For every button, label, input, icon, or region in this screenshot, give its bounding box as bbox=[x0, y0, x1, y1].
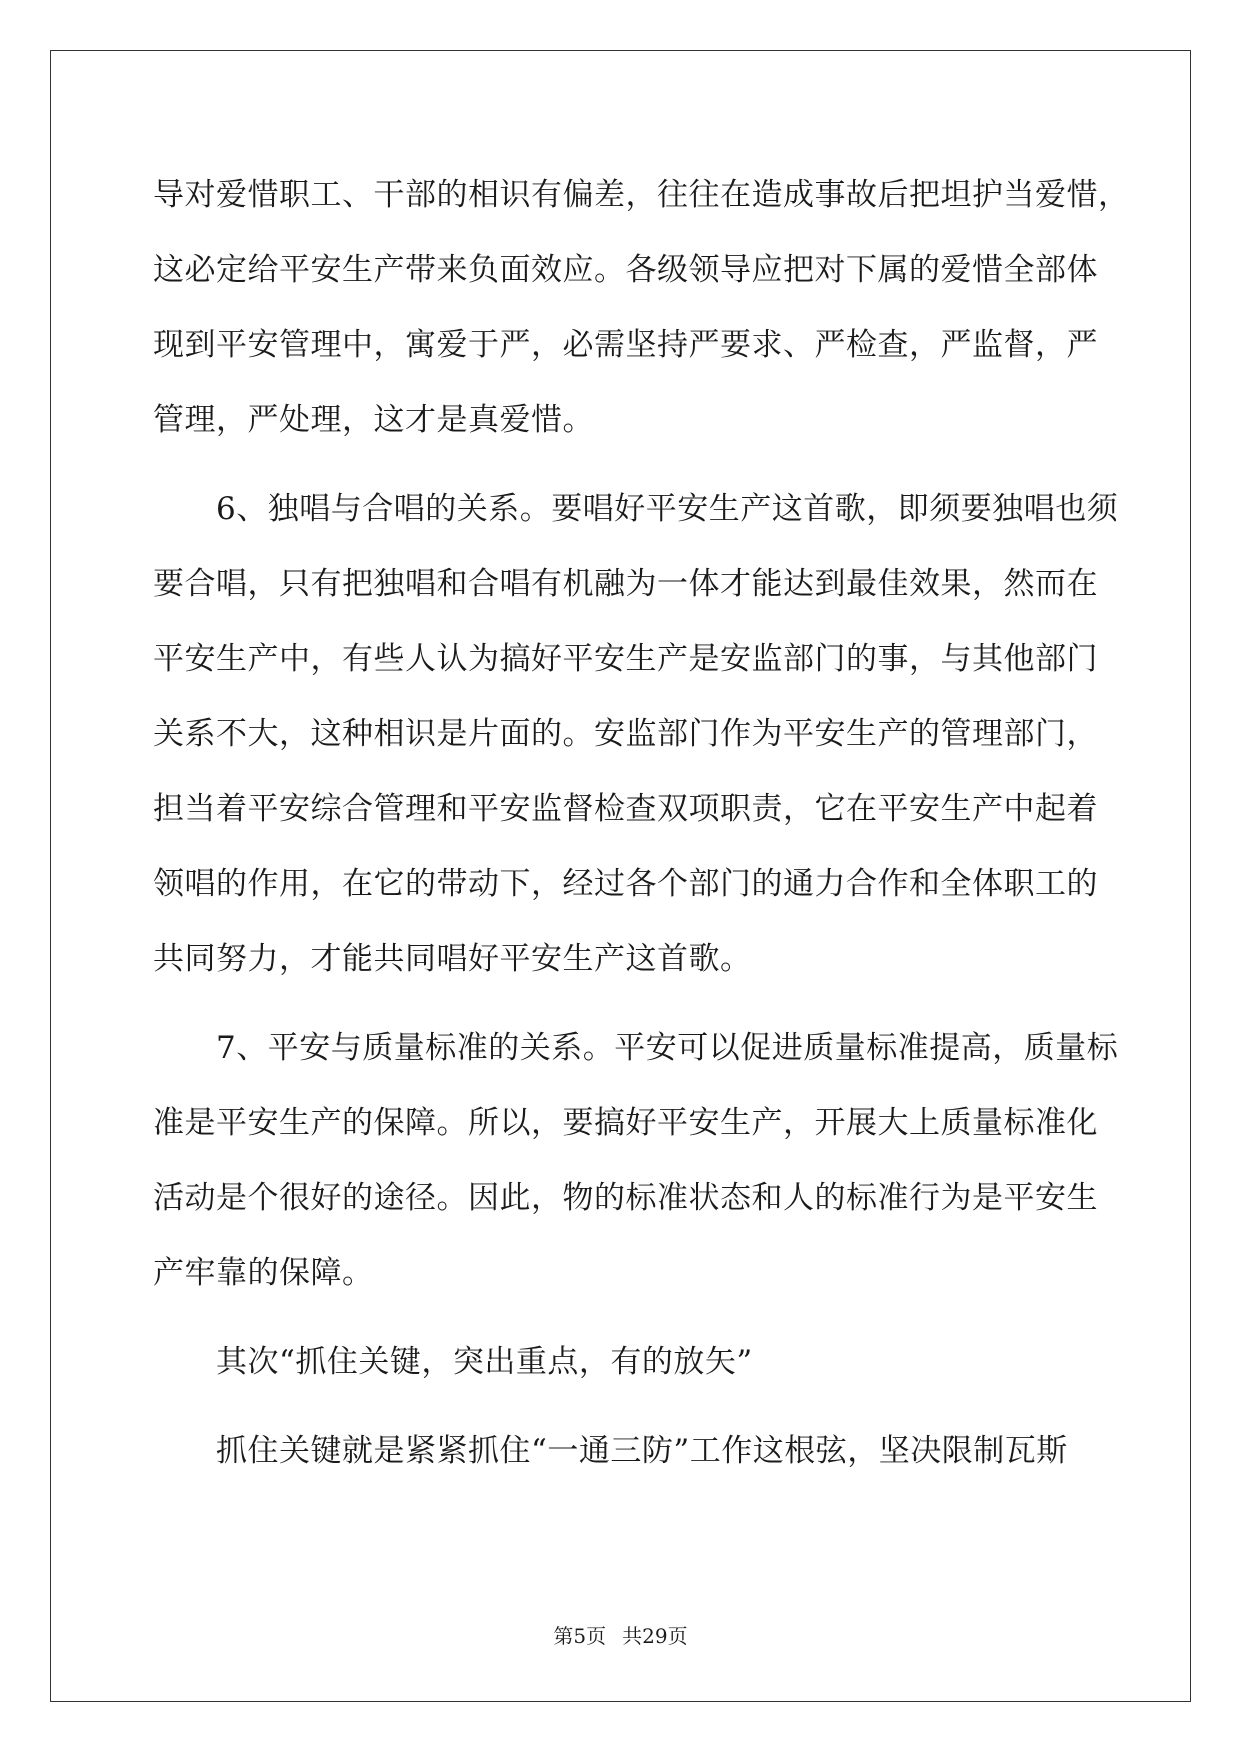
text-line: 导对爱惜职工、干部的相识有偏差，往往在造成事故后把坦护当爱惜， bbox=[153, 177, 1130, 213]
paragraph-4 bbox=[153, 1325, 1088, 1400]
text-line: 这必定给平安生产带来负面效应。各级领导应把对下属的爱惜全部体 bbox=[153, 252, 1098, 288]
text-line: 要合唱，只有把独唱和合唱有机融为一体才能达到最佳效果，然而在 bbox=[153, 566, 1098, 602]
paragraph-3 bbox=[153, 1011, 1119, 1311]
text-line: 平安生产中，有些人认为搞好平安生产是安监部门的事，与其他部门 bbox=[153, 641, 1098, 677]
text-line: 管理，严处理，这才是真爱惜。 bbox=[153, 402, 594, 438]
document-body bbox=[153, 158, 1130, 1489]
text-line: 其次“抓住关键，突出重点，有的放矢” bbox=[153, 1344, 753, 1380]
paragraph-5 bbox=[153, 1414, 1088, 1489]
text-line: 关系不大，这种相识是片面的。安监部门作为平安生产的管理部门， bbox=[153, 716, 1098, 752]
text-line: 产牢靠的保障。 bbox=[153, 1255, 374, 1291]
page-total: 共29页 bbox=[622, 1624, 688, 1648]
paragraph-2 bbox=[153, 472, 1119, 997]
text-line: 6、独唱与合唱的关系。要唱好平安生产这首歌，即须要独唱也须 bbox=[153, 491, 1119, 527]
text-line: 共同努力，才能共同唱好平安生产这首歌。 bbox=[153, 941, 752, 977]
page-number: 第5页 bbox=[553, 1624, 607, 1648]
page-footer bbox=[0, 1620, 1241, 1649]
paragraph-1 bbox=[153, 158, 1130, 458]
text-line: 活动是个很好的途径。因此，物的标准状态和人的标准行为是平安生 bbox=[153, 1180, 1098, 1216]
text-line: 准是平安生产的保障。所以，要搞好平安生产，开展大上质量标准化 bbox=[153, 1105, 1098, 1141]
text-line: 现到平安管理中，寓爱于严，必需坚持严要求、严检查，严监督，严 bbox=[153, 327, 1098, 363]
text-line: 抓住关键就是紧紧抓住“一通三防”工作这根弦，坚决限制瓦斯 bbox=[153, 1433, 1068, 1469]
text-line: 7、平安与质量标准的关系。平安可以促进质量标准提高，质量标 bbox=[153, 1030, 1119, 1066]
text-line: 领唱的作用，在它的带动下，经过各个部门的通力合作和全体职工的 bbox=[153, 866, 1098, 902]
text-line: 担当着平安综合管理和平安监督检查双项职责，它在平安生产中起着 bbox=[153, 791, 1098, 827]
